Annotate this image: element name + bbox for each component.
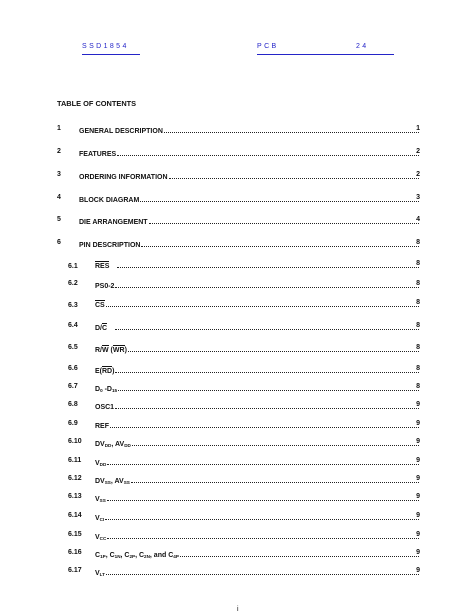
toc-entry-3[interactable] <box>0 170 476 182</box>
toc-entry-6-11[interactable] <box>0 456 476 468</box>
toc-entry-title: BLOCK DIAGRAM <box>79 197 140 204</box>
toc-entry-page: 9 <box>416 567 420 574</box>
toc-entry-title: DIE ARRANGEMENT <box>79 219 148 226</box>
toc-entry-6-3[interactable] <box>0 298 476 310</box>
toc-entry-number: 6.10 <box>68 438 82 445</box>
toc-entry-title: $C_{1P}$, $C_{1N}$, $C_{2P}$, $C_{2N}$, and $C_{4P}$ <box>95 552 179 559</box>
toc-entry-page: 8 <box>416 344 420 351</box>
toc-entry-title: $V_{SS}$ <box>95 496 106 503</box>
toc-entry-6-5[interactable] <box>0 343 476 355</box>
toc-entry-number: 6.4 <box>68 322 78 329</box>
toc-entry-title: PS0-2 <box>95 283 115 290</box>
toc-entry-title: RES <box>95 263 110 270</box>
toc-entry-6-14[interactable] <box>0 511 476 523</box>
toc-entry-number: 2 <box>57 148 61 155</box>
toc-entry-number: 6.17 <box>68 567 82 574</box>
toc-entry-number: 6.15 <box>68 531 82 538</box>
toc-entry-page: 9 <box>416 475 420 482</box>
toc-entry-title: $DV_{SS}$, $AV_{SS}$ <box>95 478 130 485</box>
toc-entry-page: 8 <box>416 299 420 306</box>
toc-entry-6-17[interactable] <box>0 566 476 578</box>
toc-entry-number: 6.12 <box>68 475 82 482</box>
toc-entry-6-2[interactable] <box>0 279 476 291</box>
toc-entry-number: 6.14 <box>68 512 82 519</box>
footer-page-number: i <box>237 606 239 613</box>
toc-entry-5[interactable] <box>0 215 476 227</box>
toc-entry-page: 9 <box>416 512 420 519</box>
toc-entry-6-16[interactable] <box>0 548 476 560</box>
toc-entry-title: REF <box>95 423 109 430</box>
toc-entry-number: 6.16 <box>68 549 82 556</box>
toc-entry-title: E(RD) <box>95 368 115 375</box>
toc-entry-title: $D_0$ $-D_{15}$ <box>95 386 118 393</box>
toc-entry-number: 6.9 <box>68 420 78 427</box>
toc-entry-number: 6.3 <box>68 302 78 309</box>
toc-entry-6[interactable] <box>0 238 476 250</box>
header-revision <box>257 43 394 55</box>
toc-entry-6-1[interactable] <box>0 259 476 271</box>
header-rev-label: PCB <box>257 43 279 50</box>
toc-entry-page: 2 <box>416 148 420 155</box>
toc-entry-title: $V_{CI}$ <box>95 515 105 522</box>
toc-entry-title: $V_{LT}$ <box>95 570 105 577</box>
toc-entry-page: 1 <box>416 125 420 132</box>
toc-entry-page: 2 <box>416 171 420 178</box>
toc-entry-number: 6.5 <box>68 344 78 351</box>
header-doc-id: SSD1854 <box>82 43 140 55</box>
toc-entry-title: CS <box>95 302 105 309</box>
toc-entry-page: 8 <box>416 322 420 329</box>
header-rev-page: 24 <box>356 43 369 50</box>
toc-entry-page: 8 <box>416 260 420 267</box>
toc-entry-6-15[interactable] <box>0 530 476 542</box>
toc-entry-page: 8 <box>416 383 420 390</box>
toc-entry-page: 9 <box>416 549 420 556</box>
toc-entry-title: GENERAL DESCRIPTION <box>79 128 163 135</box>
toc-entry-number: 5 <box>57 216 61 223</box>
toc-entry-title: FEATURES <box>79 151 117 158</box>
toc-entry-page: 9 <box>416 401 420 408</box>
toc-entry-6-12[interactable] <box>0 474 476 486</box>
toc-entry-number: 6.13 <box>68 493 82 500</box>
toc-entry-title: $V_{DD}$ <box>95 460 107 467</box>
toc-entry-6-10[interactable] <box>0 437 476 449</box>
toc-entry-page: 9 <box>416 438 420 445</box>
toc-entry-number: 4 <box>57 194 61 201</box>
toc-entry-number: 6.8 <box>68 401 78 408</box>
toc-entry-page: 9 <box>416 531 420 538</box>
toc-entry-4[interactable] <box>0 193 476 205</box>
toc-entry-title: ORDERING INFORMATION <box>79 174 168 181</box>
toc-entry-6-9[interactable] <box>0 419 476 431</box>
toc-entry-number: 6.11 <box>68 457 82 464</box>
toc-entry-6-6[interactable] <box>0 364 476 376</box>
toc-entry-page: 8 <box>416 365 420 372</box>
toc-entry-title: $V_{CC}$ <box>95 534 107 541</box>
toc-entry-number: 6.1 <box>68 263 78 270</box>
toc-entry-6-4[interactable] <box>0 321 476 333</box>
toc-entry-number: 6.7 <box>68 383 78 390</box>
toc-entry-page: 8 <box>416 239 420 246</box>
toc-entry-6-8[interactable] <box>0 400 476 412</box>
toc-entry-number: 6.2 <box>68 280 78 287</box>
toc-entry-number: 6.6 <box>68 365 78 372</box>
toc-entry-2[interactable] <box>0 147 476 159</box>
toc-entry-page: 9 <box>416 493 420 500</box>
toc-entry-page: 9 <box>416 457 420 464</box>
toc-entry-page: 3 <box>416 194 420 201</box>
toc-entry-title: D/C <box>95 325 108 332</box>
toc-entry-number: 3 <box>57 171 61 178</box>
toc-entry-title: $DV_{DD}$, $AV_{DD}$ <box>95 441 131 448</box>
toc-entry-page: 8 <box>416 280 420 287</box>
toc-entry-page: 9 <box>416 420 420 427</box>
toc-entry-title: OSC1 <box>95 404 115 411</box>
toc-entry-number: 1 <box>57 125 61 132</box>
toc-entry-title: PIN DESCRIPTION <box>79 242 141 249</box>
toc-title: TABLE OF CONTENTS <box>57 99 137 108</box>
toc-entry-1[interactable] <box>0 124 476 136</box>
toc-entry-6-7[interactable] <box>0 382 476 394</box>
toc-entry-number: 6 <box>57 239 61 246</box>
toc-entry-page: 4 <box>416 216 420 223</box>
toc-entry-title: R/W (WR) <box>95 347 127 354</box>
toc-entry-6-13[interactable] <box>0 492 476 504</box>
